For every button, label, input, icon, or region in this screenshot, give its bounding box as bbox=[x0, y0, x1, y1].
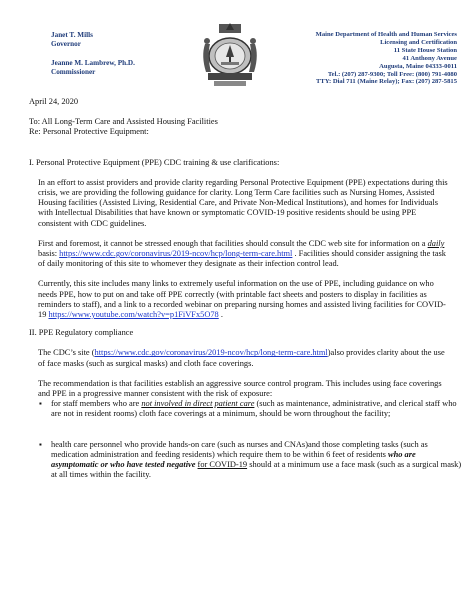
list-item: ▪ health care personnel who provide hands-on care (such as nurses and CNAs)and those completing tasks (such as medication administration and feeding residents) which require them to be within 6 feet of residents who are asymptomatic or who have tested negative for COVID-19 should at a minimum use a face mask (such as a surgical mask) at all times within the facility. bbox=[39, 439, 462, 480]
section-1-heading: I. Personal Protective Equipment (PPE) CDC training & use clarifications: bbox=[29, 157, 280, 167]
address-line-3: Augusta, Maine 04333-0011 bbox=[379, 62, 457, 70]
governor-name: Janet T. Mills bbox=[51, 31, 93, 39]
letterhead-right bbox=[237, 31, 457, 86]
bullet-icon: ▪ bbox=[39, 399, 42, 409]
commissioner-name: Jeanne M. Lambrew, Ph.D. bbox=[51, 59, 135, 67]
section-2-heading: II. PPE Regulatory compliance bbox=[29, 328, 134, 338]
section-1-paragraph-2: First and foremost, it cannot be stressed enough that facilities should consult the CDC web site for information on a daily basis: https://www.cdc.gov/coronavirus/2019-ncov/hcp/long-term-care.html . Facilities should consider assigning the task of daily monitoring of this site to whomever they designate as their infection control lead. bbox=[38, 238, 446, 269]
section-2-paragraph-1: The CDC’s site (https://www.cdc.gov/coronavirus/2019-ncov/hcp/long-term-care.html)also provides clarity about the use of face masks (such as surgical masks) and cloth face coverings. bbox=[38, 348, 445, 368]
governor-title: Governor bbox=[51, 40, 81, 48]
asymptomatic-emphasis: who are asymptomatic or who have tested negative bbox=[51, 449, 416, 470]
phone-line: Tel.: (207) 287-9300; Toll Free: (800) 791-4080 bbox=[327, 70, 457, 78]
section-1-paragraph-1: In an effort to assist providers and provide clarity regarding Personal Protective Equipment (PPE) expectations during this crisis, we are providing the following guidance for clarity. Long Term Care facilities such as Nursing Homes, Assisted Housing facilities (Assisted Living, Residential Care, and Private Non-Medical Institutions), and homes for Individuals with Intellectual Disabilities that have known or symptomatic COVID-19 positive residents should be using PPE consistent with CDC guidelines. bbox=[38, 177, 448, 228]
section-2-paragraph-2: The recommendation is that facilities establish an aggressive source control program. This includes using face coverings and PPE in a progressive manner consistent with the risk of exposure: bbox=[38, 378, 442, 399]
addressee-line: To: All Long-Term Care and Assisted Housing Facilities bbox=[29, 117, 218, 127]
address-line-1: 11 State House Station bbox=[393, 46, 457, 54]
bullet-icon: ▪ bbox=[39, 439, 42, 449]
cdc-site-link[interactable]: https://www.cdc.gov/coronavirus/2019-ncov/hcp/long-term-care.html bbox=[94, 348, 328, 358]
letterhead-left bbox=[51, 31, 135, 77]
list-spacer bbox=[51, 420, 463, 440]
letter-date: April 24, 2020 bbox=[29, 97, 79, 106]
tty-line: TTY: Dial 711 (Maine Relay); Fax: (207) 287-5815 bbox=[316, 78, 457, 86]
youtube-webinar-link[interactable]: https://www.youtube.com/watch?v=p1FiVFx5O78 bbox=[48, 310, 219, 320]
cdc-long-term-care-link[interactable]: https://www.cdc.gov/coronavirus/2019-ncov/hcp/long-term-care.html bbox=[59, 249, 293, 259]
subject-line: Re: Personal Protective Equipment: bbox=[29, 127, 149, 137]
section-1-paragraph-3: Currently, this site includes many links to extremely useful information on the use of PPE, including guidance on who needs PPE, how to put on and take off PPE correctly (with printable fact sheets and posters to display in facilities as reminders to staff), and a link to a recorded webinar on preparing nursing homes and assisted living facilities for COVID-19 https://www.youtube.com/watch?v=p1FiVFx5O78 . bbox=[38, 279, 446, 320]
address-line-2: 41 Anthony Avenue bbox=[402, 54, 457, 62]
covid-19-underline: for COVID-19 bbox=[197, 460, 248, 470]
list-item: ▪ for staff members who are not involved in direct patient care (such as maintenance, administrative, and clerical staff who are not in resident rooms) cloth face coverings at a minimum, should be worn throughout the facility; bbox=[39, 399, 457, 419]
letter-body bbox=[29, 97, 462, 480]
daily-emphasis: daily bbox=[427, 238, 445, 248]
exposure-bullet-list bbox=[29, 399, 463, 480]
division-name: Licensing and Certification bbox=[380, 38, 457, 46]
commissioner-title: Commissioner bbox=[51, 68, 96, 76]
department-name: Maine Department of Health and Human Services bbox=[315, 31, 457, 38]
not-direct-care-emphasis: not involved in direct patient care bbox=[141, 399, 255, 409]
